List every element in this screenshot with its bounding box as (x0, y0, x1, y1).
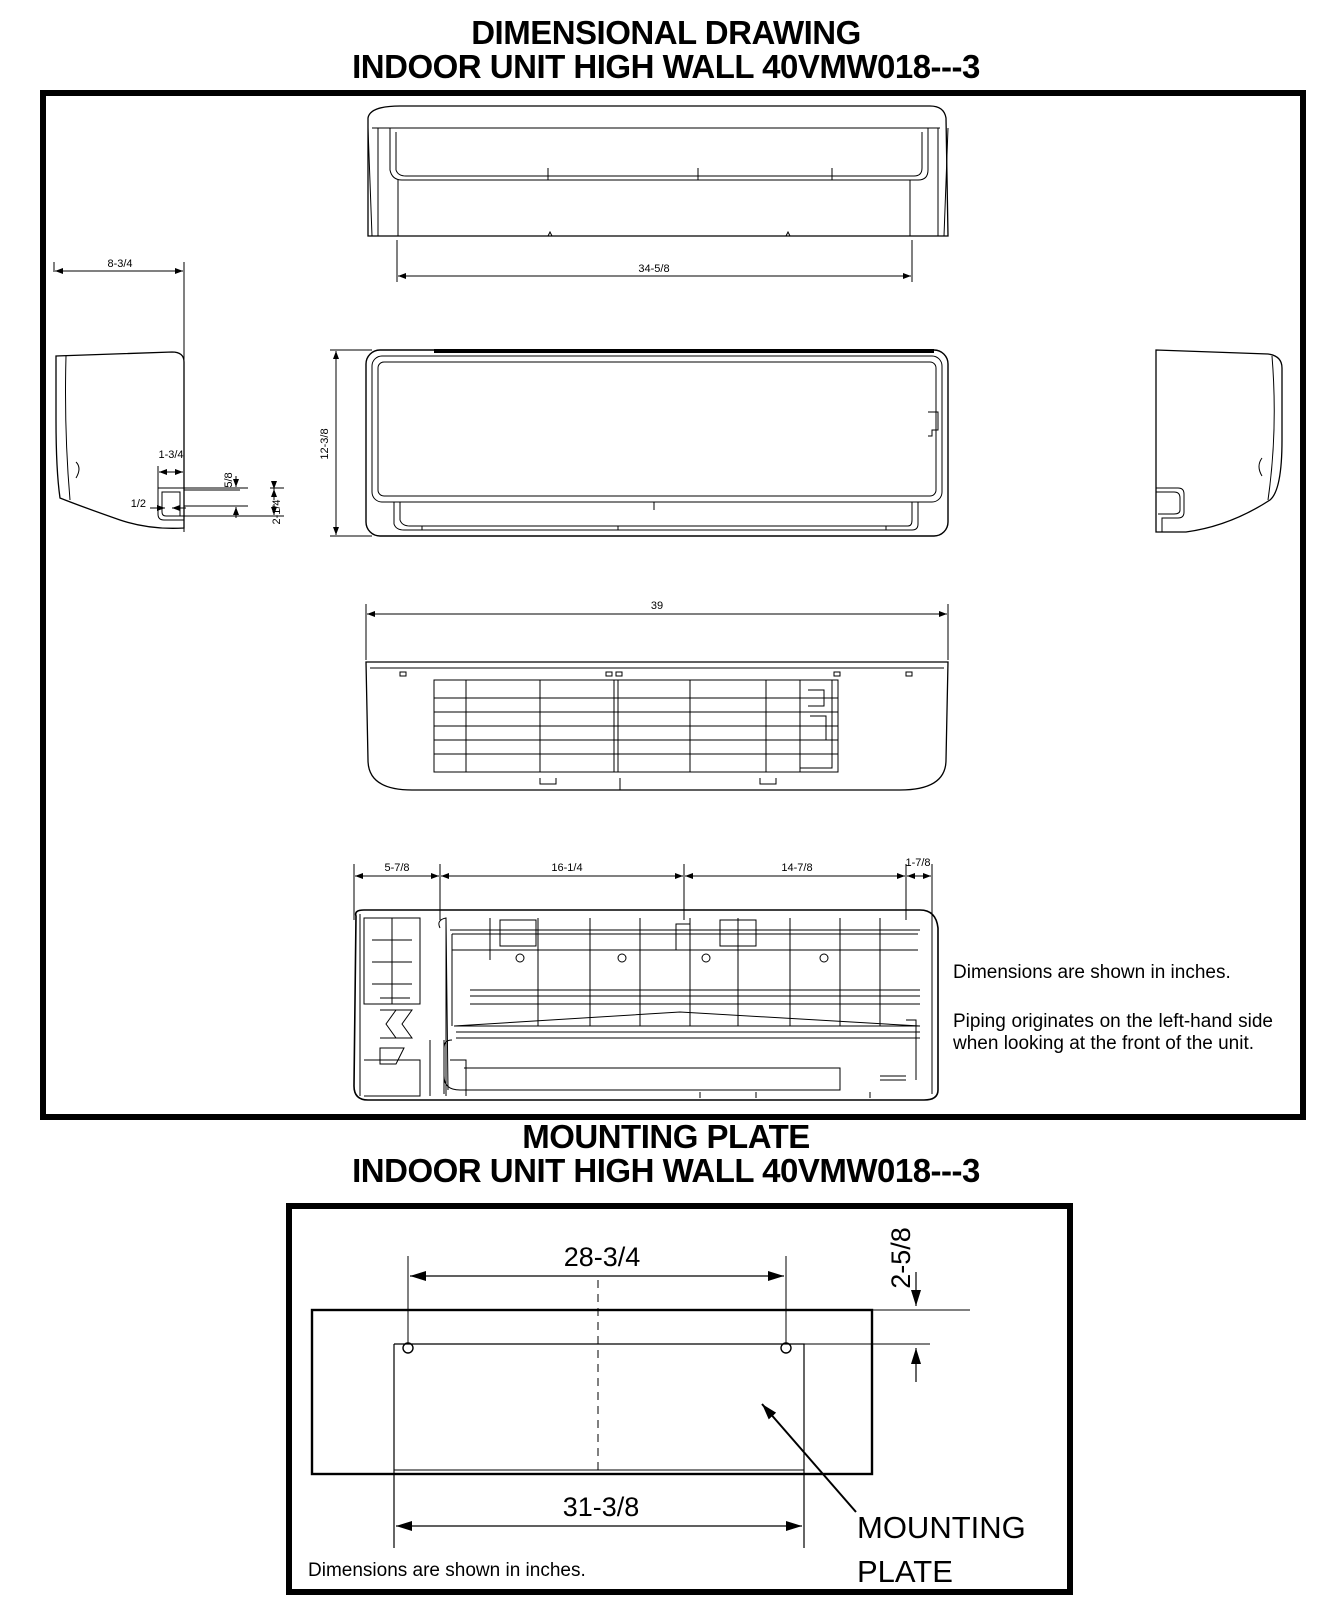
mounting-units-note: Dimensions are shown in inches. (308, 1560, 586, 1581)
left-side-view (54, 262, 284, 532)
mounting-plate-label-line-1: MOUNTING (857, 1510, 1026, 1545)
dim-label-rear-left: 5-7/8 (384, 862, 410, 874)
mounting-plate-frame (286, 1203, 1073, 1595)
mounting-title (0, 1120, 1332, 1188)
dim-label-overall-width: 39 (650, 600, 664, 612)
right-side-view (1156, 350, 1282, 532)
mounting-title-line-1: MOUNTING PLATE (522, 1118, 810, 1155)
rear-view (354, 864, 938, 1100)
dim-label-top-offset: 2-5/8 (886, 1227, 916, 1289)
top-view (368, 106, 948, 236)
bottom-view (366, 604, 948, 790)
mounting-plate-label-line-2: PLATE (857, 1554, 953, 1589)
title-line-1: DIMENSIONAL DRAWING (471, 14, 861, 51)
dim-label-rear-edge: 1-7/8 (905, 857, 931, 869)
dim-label-pipe-offset: 1/2 (130, 498, 146, 510)
dim-label-side-depth: 8-3/4 (107, 258, 133, 270)
dim-label-hole-spacing: 28-3/4 (563, 1242, 641, 1272)
mounting-title-line-2: INDOOR UNIT HIGH WALL 40VMW018---3 (352, 1152, 980, 1189)
title-line-2: INDOOR UNIT HIGH WALL 40VMW018---3 (352, 48, 980, 85)
dim-label-height: 12-3/8 (319, 428, 331, 460)
piping-note: Piping originates on the left-hand side when looking at the front of the unit. (953, 1011, 1273, 1054)
dim-label-rear-right: 14-7/8 (781, 862, 813, 874)
dim-label-pipe-height: 2-1/4 (271, 499, 283, 525)
front-view (330, 350, 960, 536)
dim-top-width (397, 240, 912, 282)
dim-label-pipe-vertical: 5/8 (223, 472, 235, 488)
dim-label-rear-mid: 16-1/4 (551, 862, 583, 874)
dim-label-pipe-horizontal: 1-3/4 (158, 449, 184, 461)
units-note: Dimensions are shown in inches. (953, 962, 1231, 983)
dim-label-plate-width: 31-3/8 (562, 1492, 640, 1522)
dim-label-top-width: 34-5/8 (638, 263, 670, 275)
